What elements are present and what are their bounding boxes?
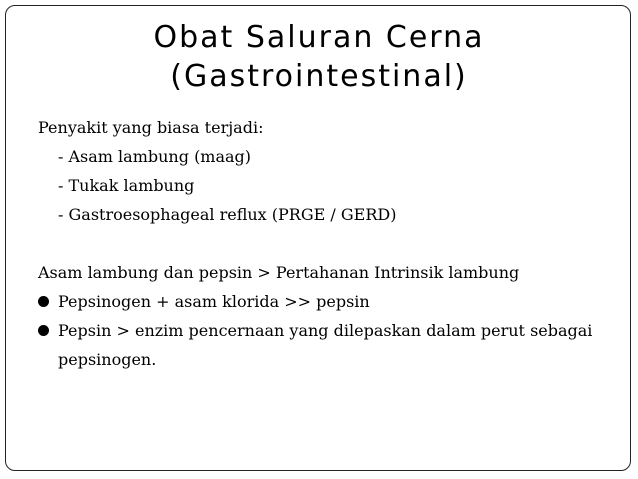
bullet-item	[38, 316, 618, 374]
disease-item: - Asam lambung (maag)	[58, 147, 252, 166]
bullet-item	[38, 287, 618, 316]
bullet-text: Pepsin > enzim pencernaan yang dilepaskan dalam perut sebagai pepsinogen.	[58, 321, 593, 369]
disease-item: - Gastroesophageal reflux (PRGE / GERD)	[58, 205, 397, 224]
slide-body	[38, 113, 618, 374]
title-line-1: Obat Saluran Cerna	[153, 20, 485, 55]
slide-title	[6, 18, 632, 96]
disease-item: - Tukak lambung	[58, 176, 195, 195]
slide-frame	[5, 5, 631, 471]
intro-text: Penyakit yang biasa terjadi:	[38, 118, 264, 137]
spacer	[38, 229, 618, 258]
bullet-icon	[38, 296, 49, 307]
defense-heading: Asam lambung dan pepsin > Pertahanan Intrinsik lambung	[38, 263, 520, 282]
bullet-icon	[38, 325, 49, 336]
title-line-2: (Gastrointestinal)	[170, 59, 468, 94]
bullet-text: Pepsinogen + asam klorida >> pepsin	[58, 292, 370, 311]
